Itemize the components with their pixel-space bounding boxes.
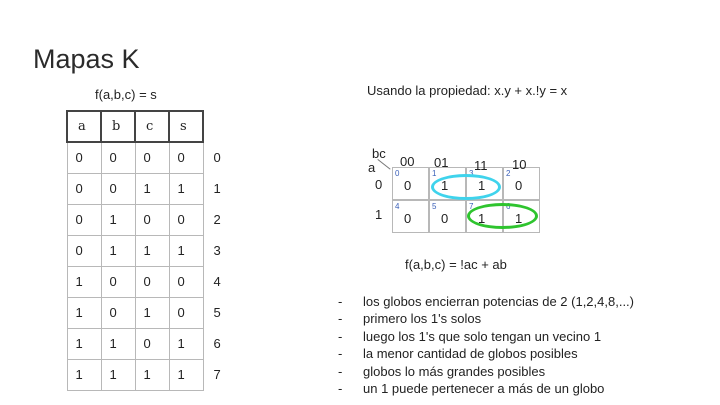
cell-a: 1	[67, 359, 101, 390]
cell-c: 0	[135, 142, 169, 173]
table-row	[67, 235, 237, 266]
cell-s: 0	[169, 266, 203, 297]
bullet-dash: -	[338, 363, 343, 379]
rule-text: globos lo más grandes posibles	[363, 363, 546, 379]
kmap-cell-index: 1	[432, 169, 437, 178]
kmap-cell-value: 1	[478, 211, 486, 226]
rule-text: los globos encierran potencias de 2 (1,2,4,8,...)	[363, 294, 634, 309]
table-row	[67, 359, 237, 390]
cell-s: 1	[169, 359, 203, 390]
cell-b: 0	[101, 173, 135, 204]
kmap-row-label: 1	[375, 207, 383, 222]
bullet-dash: -	[338, 328, 343, 344]
cell-s: 1	[169, 328, 203, 359]
rule-item	[338, 293, 634, 310]
bullet-dash: -	[338, 294, 343, 309]
header-s: s	[169, 111, 203, 142]
cell-c: 1	[135, 235, 169, 266]
cell-a: 0	[67, 173, 101, 204]
kmap-cell-index: 0	[395, 169, 400, 178]
table-row	[67, 266, 237, 297]
truth-table	[66, 110, 238, 391]
cell-s: 1	[169, 235, 203, 266]
rules-list	[338, 293, 634, 397]
rule-item	[338, 363, 634, 380]
kmap-cell-value: 1	[478, 178, 486, 193]
kmap-cell-index: 6	[506, 202, 511, 211]
table-row	[67, 142, 237, 173]
property-label: Usando la propiedad: x.y + x.!y = x	[367, 83, 568, 98]
cell-s: 0	[169, 142, 203, 173]
cell-a: 1	[67, 266, 101, 297]
rule-item	[338, 328, 634, 345]
kmap-cell-value: 0	[515, 178, 523, 193]
kmap-cell-index: 5	[432, 202, 437, 211]
cell-a: 1	[67, 328, 101, 359]
kmap-col-label: 01	[434, 155, 449, 170]
table-row	[67, 297, 237, 328]
function-label: f(a,b,c) = s	[95, 87, 157, 102]
kmap-col-label: 10	[512, 157, 527, 172]
row-index: 0	[213, 150, 221, 165]
header-b: b	[101, 111, 135, 142]
group-green-oval	[467, 203, 538, 229]
kmap-corner-bc: bc	[372, 146, 386, 161]
row-index: 1	[213, 181, 221, 196]
table-row	[67, 328, 237, 359]
kmap-cell-index: 3	[469, 169, 474, 178]
kmap-cell-value: 1	[515, 211, 523, 226]
cell-a: 0	[67, 235, 101, 266]
kmap-cell-value: 0	[441, 211, 449, 226]
rule-item	[338, 345, 634, 362]
row-index: 2	[213, 212, 221, 227]
kmap-cell-index: 4	[395, 202, 400, 211]
row-index: 7	[213, 367, 221, 382]
karnaugh-map	[368, 146, 542, 235]
cell-b: 1	[101, 328, 135, 359]
cell-a: 0	[67, 204, 101, 235]
cell-b: 1	[101, 204, 135, 235]
cell-c: 0	[135, 328, 169, 359]
kmap-cell-value: 0	[404, 178, 412, 193]
kmap-col-label: 00	[400, 154, 415, 169]
header-a: a	[67, 111, 101, 142]
kmap-col-label: 11	[474, 158, 488, 173]
cell-b: 1	[101, 235, 135, 266]
cell-c: 1	[135, 173, 169, 204]
cell-c: 0	[135, 266, 169, 297]
cell-b: 1	[101, 359, 135, 390]
bullet-dash: -	[338, 311, 343, 327]
rule-text: la menor cantidad de globos posibles	[363, 346, 578, 362]
cell-a: 1	[67, 297, 101, 328]
row-index: 3	[213, 243, 221, 258]
table-row	[67, 204, 237, 235]
row-index: 6	[213, 336, 221, 351]
kmap-cell-value: 0	[404, 211, 412, 226]
cell-c: 1	[135, 297, 169, 328]
rule-text: luego los 1's que solo tengan un vecino 1	[363, 328, 602, 344]
header-c: c	[135, 111, 169, 142]
table-row	[67, 173, 237, 204]
truth-table-header	[67, 111, 237, 142]
cell-s: 1	[169, 173, 203, 204]
rule-text: un 1 puede pertenecer a más de un globo	[363, 381, 605, 397]
cell-c: 0	[135, 204, 169, 235]
row-index: 4	[213, 274, 221, 289]
kmap-cell-index: 7	[469, 202, 474, 211]
slide-title: Mapas K	[33, 44, 140, 74]
kmap-cell-value: 1	[441, 178, 449, 193]
rule-item	[338, 310, 634, 327]
rule-text: primero los 1's solos	[363, 311, 482, 327]
cell-b: 0	[101, 297, 135, 328]
simplified-expression: f(a,b,c) = !ac + ab	[405, 257, 507, 272]
row-index: 5	[213, 305, 221, 320]
cell-s: 0	[169, 204, 203, 235]
cell-b: 0	[101, 266, 135, 297]
header-blank	[203, 111, 237, 142]
kmap-cell-index: 2	[506, 169, 511, 178]
cell-c: 1	[135, 359, 169, 390]
group-cyan-oval	[431, 174, 501, 200]
cell-a: 0	[67, 142, 101, 173]
bullet-dash: -	[338, 346, 343, 362]
rule-item	[338, 380, 634, 397]
bullet-dash: -	[338, 381, 343, 397]
cell-s: 0	[169, 297, 203, 328]
cell-b: 0	[101, 142, 135, 173]
kmap-corner-a: a	[368, 160, 376, 175]
kmap-row-label: 0	[375, 177, 383, 192]
